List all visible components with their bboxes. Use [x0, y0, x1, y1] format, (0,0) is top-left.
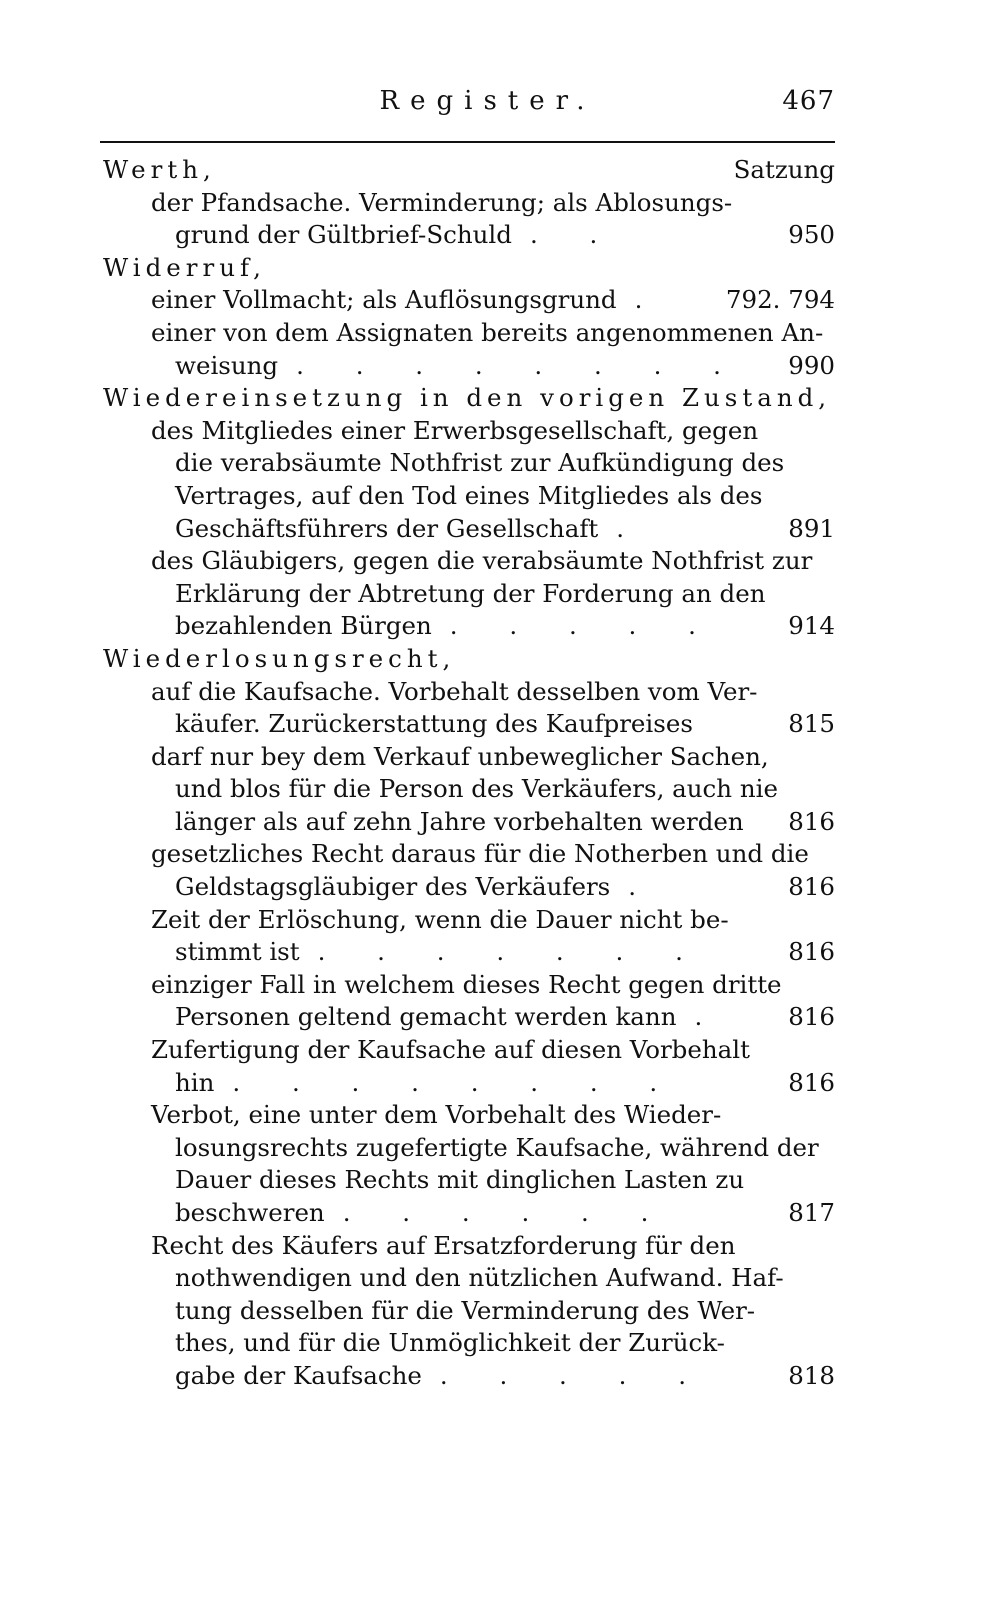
entry-text: Geldstagsgläubiger des Verkäufers	[175, 872, 611, 902]
index-entry-line	[103, 513, 835, 546]
index-entry-line	[103, 1360, 835, 1393]
entry-text: und blos für die Person des Verkäufers, auch nie	[175, 774, 778, 804]
entry-text: thes, und für die Unmöglichkeit der Zurück-	[175, 1328, 725, 1358]
index-entry-line	[103, 415, 835, 448]
entry-text: gabe der Kaufsache	[175, 1360, 422, 1390]
entry-text: weisung	[175, 350, 279, 380]
entry-text: Vertrages, auf den Tod eines Mitgliedes als des	[175, 480, 763, 510]
entry-text: des Mitgliedes einer Erwerbsgesellschaft, gegen	[151, 415, 759, 445]
page-reference: 816	[788, 806, 835, 836]
entry-text: Recht des Käufers auf Ersatzforderung für den	[151, 1230, 736, 1260]
index-entry-line	[103, 871, 835, 904]
leader-dots: .	[634, 285, 665, 315]
index-entry-line	[103, 1099, 835, 1132]
page-title: Register.	[379, 86, 596, 116]
headword-text: Wiedereinsetzung in den vorigen Zustand,	[103, 383, 832, 413]
entry-text: einziger Fall in welchem dieses Recht gegen dritte	[151, 969, 782, 999]
index-entry-line	[103, 219, 835, 252]
register-entries	[103, 154, 835, 1393]
index-entry-line	[103, 350, 835, 383]
page-reference: 950	[788, 220, 835, 250]
entry-text: hin	[175, 1067, 215, 1097]
index-entry-line	[103, 838, 835, 871]
entry-text: losungsrechts zugefertigte Kaufsache, während der	[175, 1132, 819, 1162]
index-headword-line	[103, 252, 835, 285]
entry-text: Personen geltend gemacht werden kann	[175, 1002, 677, 1032]
entry-text: beschweren	[175, 1198, 325, 1227]
leader-dots: . . . . .	[449, 611, 718, 641]
leader-dots: .	[694, 1002, 725, 1032]
page-reference: 815	[788, 709, 835, 739]
entry-text: Zeit der Erlöschung, wenn die Dauer nicht be-	[151, 904, 729, 934]
index-entry-line	[103, 610, 835, 643]
entry-text: tung desselben für die Verminderung des Wer-	[175, 1295, 756, 1325]
index-entry-line	[103, 904, 835, 937]
index-headword-line	[103, 643, 835, 676]
header-rule	[100, 141, 835, 143]
index-entry-line	[103, 1230, 835, 1263]
index-entry-line	[103, 1132, 835, 1165]
entry-text: grund der Gültbrief-Schuld	[175, 220, 512, 250]
page-reference: 817	[788, 1198, 835, 1227]
page-reference: 914	[788, 611, 835, 641]
page-header	[100, 82, 835, 122]
index-headword-line	[103, 382, 835, 415]
index-entry-line	[103, 317, 835, 350]
entry-text: einer Vollmacht; als Auflösungsgrund	[151, 285, 617, 315]
leader-dots: .	[616, 513, 647, 543]
entry-text: nothwendigen und den nützlichen Aufwand. Haf-	[175, 1263, 784, 1293]
page-reference: 816	[788, 872, 835, 902]
index-headword-line	[103, 154, 835, 187]
page-reference: 816	[788, 1067, 835, 1097]
entry-text: der Pfandsache. Verminderung; als Ablosungs-	[151, 187, 733, 217]
leader-dots: . . . . . . .	[317, 937, 705, 967]
entry-text: Geschäftsführers der Gesellschaft	[175, 513, 599, 543]
index-entry-line	[103, 284, 835, 317]
page-reference: 816	[788, 937, 835, 967]
leader-dots: . . . . . . . .	[232, 1067, 680, 1097]
index-entry-line	[103, 480, 835, 513]
index-entry-line	[103, 447, 835, 480]
page-reference: 990	[788, 350, 835, 380]
index-entry-line	[103, 1001, 835, 1034]
index-entry-line	[103, 708, 835, 741]
index-entry-line	[103, 969, 835, 1002]
index-entry-line	[103, 676, 835, 709]
entry-text: gesetzliches Recht daraus für die Notherben und die	[151, 839, 809, 869]
headword-text: Wiederlosungsrecht,	[103, 643, 456, 673]
index-entry-line	[103, 1034, 835, 1067]
index-entry-line	[103, 1197, 835, 1230]
leader-dots: . . . . . .	[342, 1198, 671, 1227]
index-entry-line	[103, 187, 835, 220]
page-reference: 816	[788, 1002, 835, 1032]
index-entry-line	[103, 1262, 835, 1295]
index-entry-line	[103, 806, 835, 839]
index-entry-line	[103, 773, 835, 806]
entry-text: Zufertigung der Kaufsache auf diesen Vorbehalt	[151, 1035, 750, 1065]
page-reference: Satzung	[733, 155, 835, 184]
page-reference: 891	[788, 513, 835, 543]
entry-text: käufer. Zurückerstattung des Kaufpreises	[175, 709, 693, 739]
index-entry-line	[103, 578, 835, 611]
index-entry-line	[103, 936, 835, 969]
index-entry-line	[103, 1164, 835, 1197]
headword-text: Werth,	[103, 155, 216, 184]
page-reference: 818	[788, 1360, 835, 1390]
entry-text: Dauer dieses Rechts mit dinglichen Lasten zu	[175, 1165, 745, 1195]
entry-text: darf nur bey dem Verkauf unbeweglicher Sachen,	[151, 741, 769, 771]
index-entry-line	[103, 1067, 835, 1100]
page-number: 467	[782, 86, 835, 116]
entry-text: auf die Kaufsache. Vorbehalt desselben vom Ver-	[151, 676, 758, 706]
leader-dots: . . . . . . . .	[296, 350, 743, 380]
entry-text: länger als auf zehn Jahre vorbehalten werden	[175, 806, 744, 836]
entry-text: einer von dem Assignaten bereits angenommenen An-	[151, 317, 824, 347]
entry-text: Verbot, eine unter dem Vorbehalt des Wieder-	[151, 1100, 722, 1130]
leader-dots: .	[628, 872, 659, 902]
entry-text: des Gläubigers, gegen die verabsäumte Nothfrist zur	[151, 546, 813, 576]
index-entry-line	[103, 741, 835, 774]
entry-text: stimmt ist	[175, 937, 300, 967]
entry-text: die verabsäumte Nothfrist zur Aufkündigung des	[175, 448, 785, 478]
entry-text: Erklärung der Abtretung der Forderung an den	[175, 578, 766, 608]
headword-text: Widerruf,	[103, 252, 266, 282]
index-entry-line	[103, 545, 835, 578]
leader-dots: . . . . .	[439, 1360, 708, 1390]
entry-text: bezahlenden Bürgen	[175, 611, 432, 641]
page-reference: 792. 794	[725, 285, 835, 315]
leader-dots: . .	[529, 220, 620, 250]
index-entry-line	[103, 1295, 835, 1328]
index-entry-line	[103, 1327, 835, 1360]
